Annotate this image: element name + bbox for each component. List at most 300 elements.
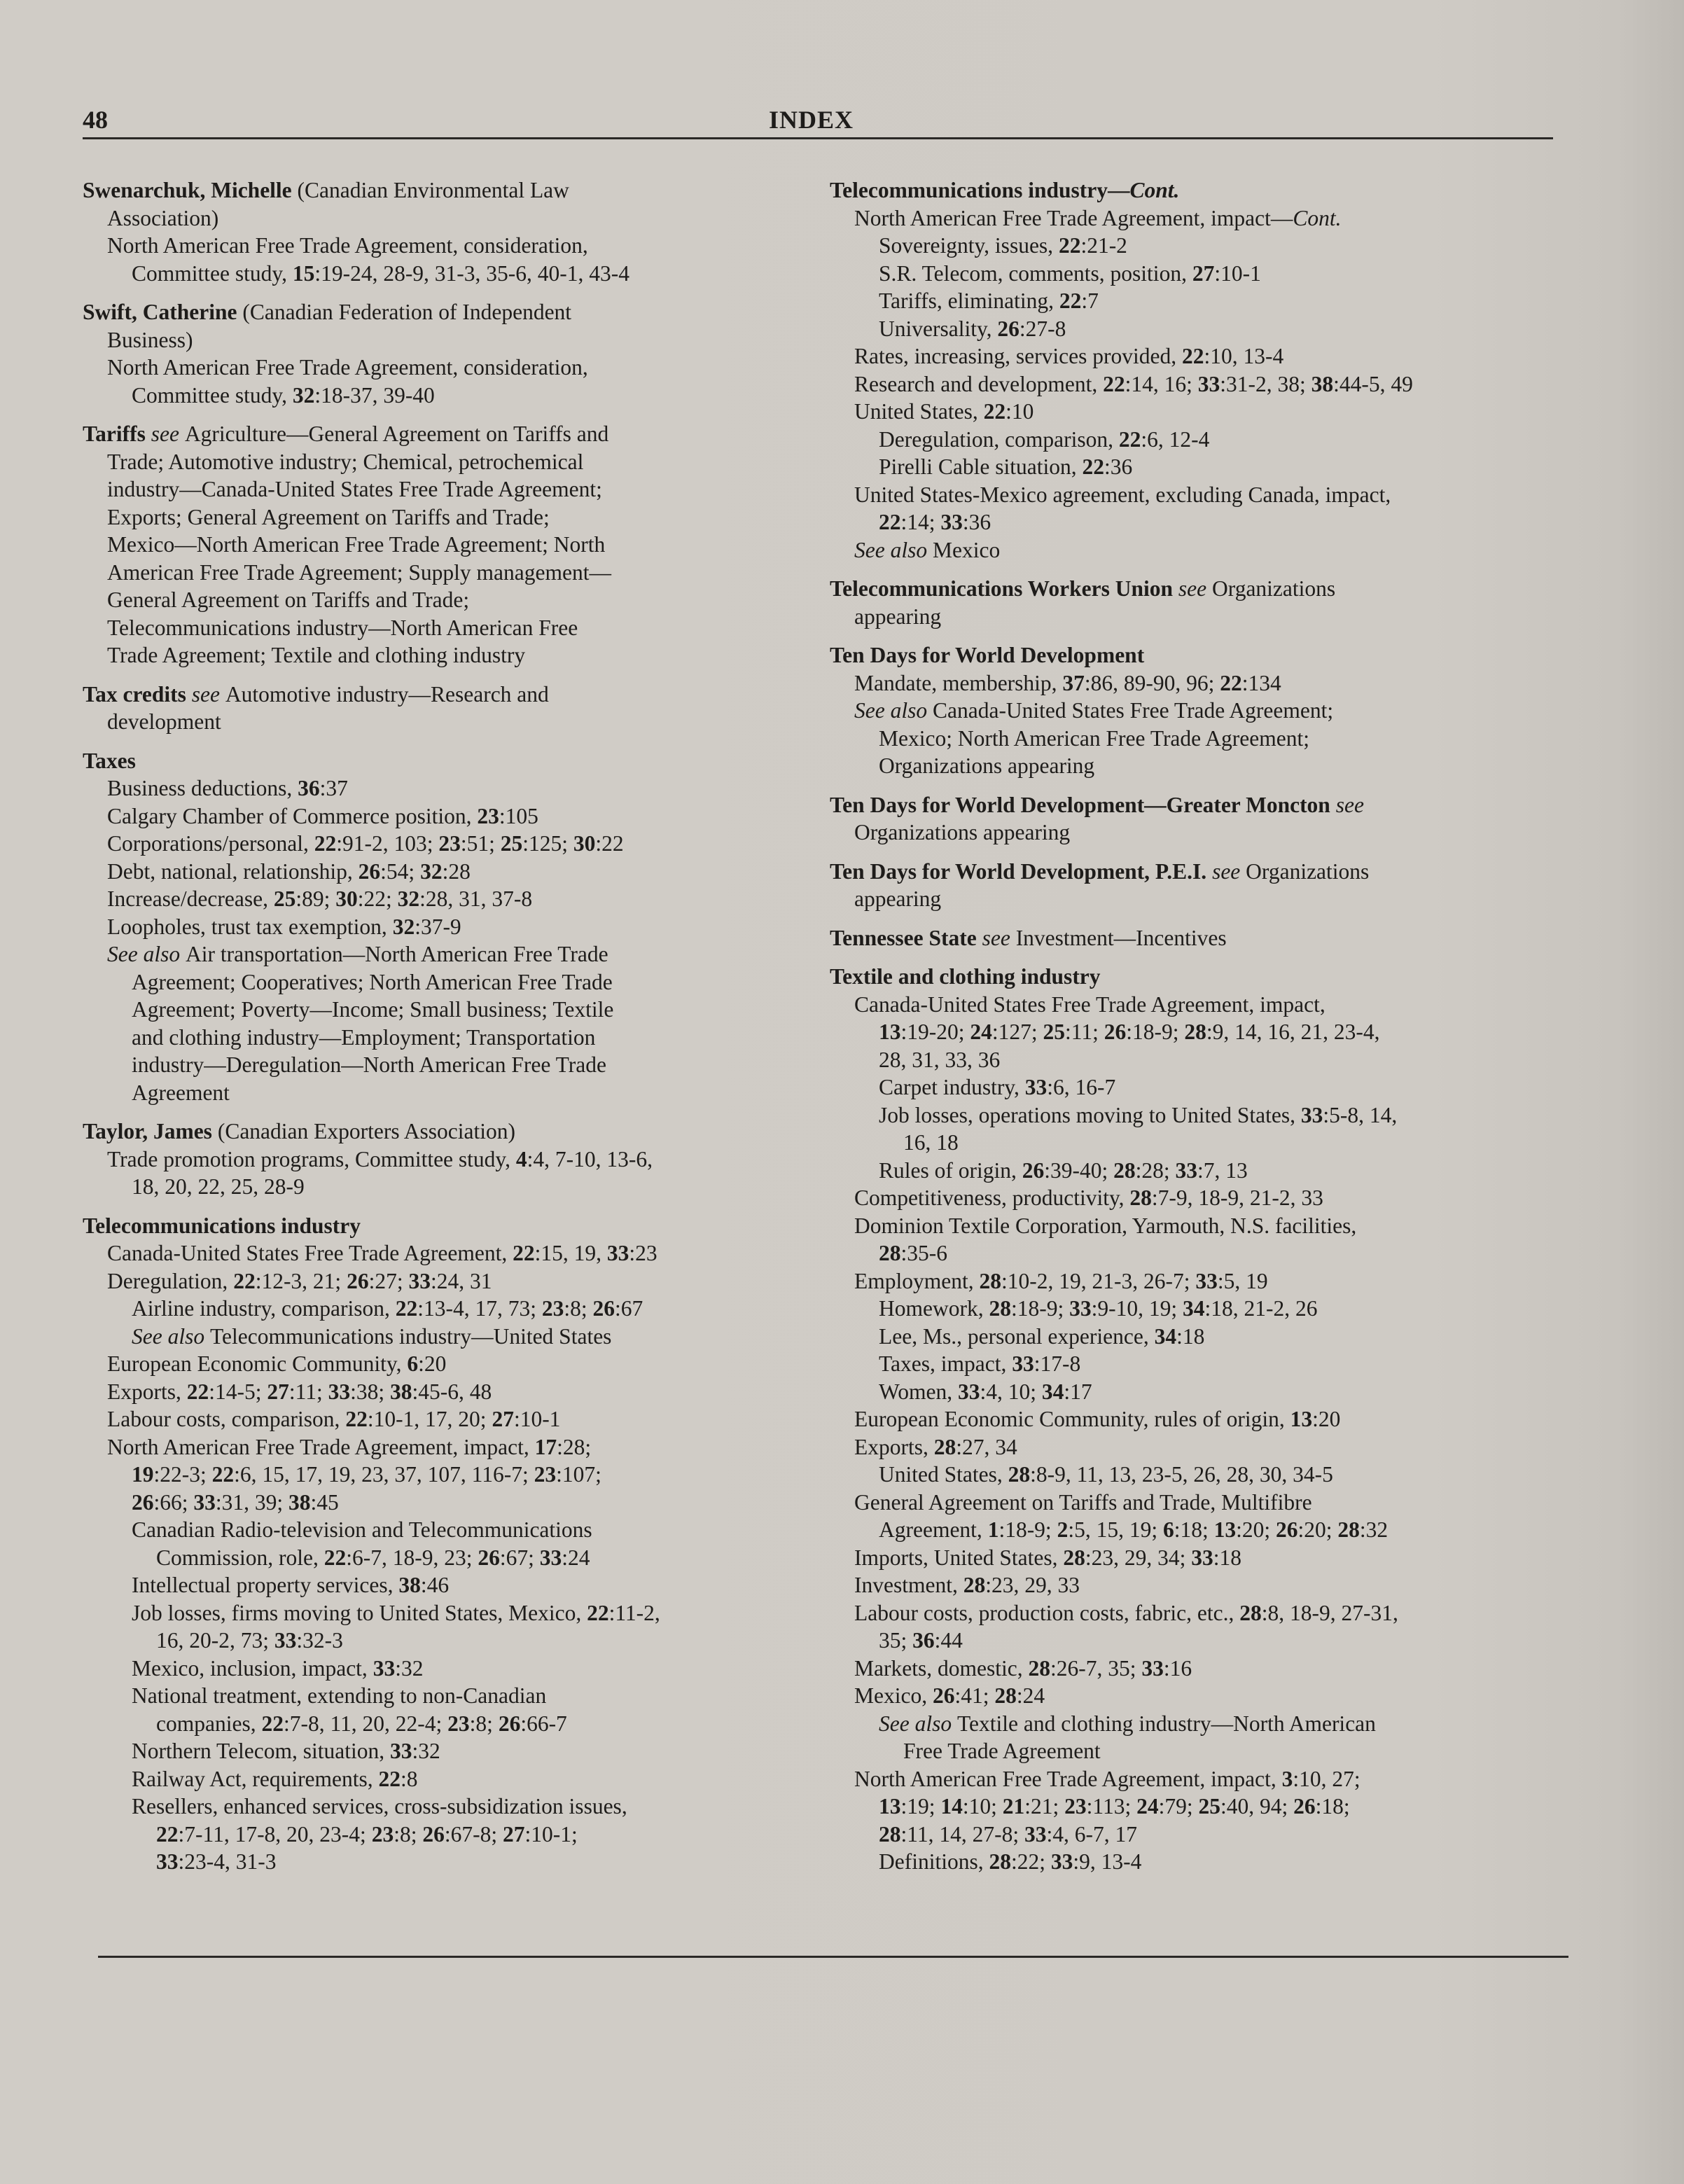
text: Job losses, firms moving to United States, Mexico, (132, 1600, 587, 1625)
text: Taxes, impact, (879, 1351, 1013, 1376)
bold-text: 17 (534, 1434, 557, 1459)
index-entry (83, 298, 811, 409)
text: Sovereignty, issues, (879, 233, 1059, 258)
index-heading-line (83, 420, 811, 448)
bold-text: 33 (1195, 1268, 1218, 1293)
text: :11; (1065, 1020, 1104, 1044)
index-heading-line (830, 858, 1544, 886)
text: :10-2, 19, 21-3, 26-7; (1001, 1268, 1196, 1293)
bold-text: 13 (1213, 1517, 1237, 1542)
index-subentry-line (83, 708, 811, 736)
index-subentry-line (830, 1129, 1544, 1157)
bold-text: 33 (957, 1379, 980, 1404)
bold-text: 22 (983, 399, 1006, 424)
index-subentry-line (83, 1051, 811, 1079)
bold-text: 28 (979, 1268, 1001, 1293)
index-subentry-line (830, 204, 1544, 232)
text: Railway Act, requirements, (132, 1766, 379, 1791)
text: Homework, (879, 1296, 989, 1321)
text: :21; (1024, 1794, 1065, 1818)
bold-text: 13 (1290, 1407, 1313, 1431)
text: :32-3 (296, 1628, 343, 1653)
text: :18-9; (998, 1517, 1057, 1542)
text: Increase/decrease, (107, 886, 274, 911)
text: :9-10, 19; (1091, 1296, 1183, 1321)
text: :32 (1359, 1517, 1389, 1542)
bold-text: 26 (358, 858, 381, 884)
text: :10-1, 17, 20; (367, 1407, 492, 1431)
index-subentry-line (830, 1737, 1544, 1765)
bold-text: 33 (1024, 1821, 1047, 1846)
text: :13-4, 17, 73; (417, 1296, 542, 1321)
text: :86, 89-90, 96; (1084, 670, 1220, 695)
text: Mexico, inclusion, impact, (132, 1655, 373, 1681)
bold-text: 22 (186, 1379, 209, 1404)
text: companies, (156, 1711, 262, 1736)
text: General Agreement on Tariffs and Trade; (107, 587, 470, 612)
bold-text: 26 (592, 1296, 615, 1321)
text: :8; (394, 1821, 423, 1846)
bold-text: 33 (328, 1379, 351, 1404)
text: United States, (854, 399, 984, 424)
text: Competitiveness, productivity, (854, 1185, 1130, 1210)
index-subentry-line (83, 1571, 811, 1599)
bold-text: 33 (1012, 1351, 1034, 1376)
index-subentry-line (830, 481, 1544, 509)
index-subentry-line (830, 1461, 1544, 1489)
bold-text: 26 (997, 316, 1020, 341)
page-header (83, 105, 1553, 140)
bold-text: 28 (879, 1241, 901, 1265)
bold-text: 22 (1181, 344, 1204, 368)
index-subentry-line (830, 752, 1544, 780)
text: Textile and clothing industry—North American (956, 1711, 1376, 1736)
bold-text: Telecommunications Workers Union (830, 576, 1174, 601)
text: :6-7, 18-9, 23; (346, 1545, 478, 1570)
bold-text: 30 (335, 886, 358, 911)
index-subentry-line (83, 326, 811, 354)
text: :11, 14, 27-8; (900, 1821, 1024, 1846)
italic-text: see (1206, 858, 1246, 884)
index-subentry-line (830, 1212, 1544, 1240)
text: :37 (319, 776, 348, 800)
text: Organizations (1246, 858, 1370, 884)
index-subentry-line (83, 1793, 811, 1821)
bold-text: 28 (963, 1573, 986, 1597)
text: :18-37, 39-40 (314, 382, 435, 408)
index-subentry-line (83, 1433, 811, 1461)
text: :10, 27; (1293, 1766, 1361, 1791)
index-subentry-line (83, 913, 811, 941)
index-subentry-line (83, 204, 811, 232)
text: 16, 20-2, 73; (156, 1628, 274, 1653)
bold-text: 1 (987, 1517, 999, 1542)
text: Universality, (879, 316, 998, 341)
text: Deregulation, (107, 1268, 234, 1293)
bold-text: 22 (261, 1711, 284, 1736)
bold-text: Tennessee State (830, 925, 977, 950)
text: :38; (350, 1379, 390, 1404)
index-heading-line (830, 791, 1544, 819)
italic-text: see (145, 422, 185, 446)
index-entry (830, 791, 1544, 847)
index-subentry-line (830, 991, 1544, 1019)
text: (Canadian Environmental Law (291, 178, 569, 202)
index-subentry-line (830, 1323, 1544, 1351)
text: :24 (562, 1545, 590, 1570)
index-entry (830, 575, 1544, 630)
bold-text: 34 (1182, 1296, 1205, 1321)
text: :51; (460, 831, 501, 856)
bold-text: 28 (989, 1296, 1011, 1321)
bold-text: 13 (879, 1794, 901, 1818)
index-subentry-line (830, 603, 1544, 631)
index-subentry-line (830, 1405, 1544, 1433)
text: :4, 10; (980, 1379, 1042, 1404)
bold-text: 26 (422, 1821, 445, 1846)
text: Exports; General Agreement on Tariffs and Trade; (107, 504, 550, 529)
bold-text: 33 (373, 1655, 396, 1681)
bold-text: 36 (298, 776, 320, 800)
text: :14-5; (209, 1379, 267, 1404)
index-subentry-line (830, 1710, 1544, 1738)
bold-text: 33 (408, 1268, 431, 1293)
index-subentry-line (83, 232, 811, 260)
text: :10; (962, 1794, 1003, 1818)
bold-text: 6 (1162, 1517, 1174, 1542)
text: Lee, Ms., personal experience, (879, 1323, 1155, 1349)
bold-text: 28 (1239, 1600, 1262, 1625)
text: Mexico; North American Free Trade Agreement; (879, 725, 1309, 751)
text: :23, 29, 34; (1085, 1545, 1192, 1570)
italic-text: see (1330, 792, 1364, 817)
text: :8; (469, 1711, 499, 1736)
text: :7 (1081, 288, 1099, 313)
text: :9, 13-4 (1073, 1849, 1142, 1874)
bold-text: 22 (1220, 670, 1242, 695)
text: :36 (1104, 454, 1133, 479)
text: :27-8 (1019, 316, 1066, 341)
index-subentry-line (830, 1848, 1544, 1876)
bold-text: 28 (1063, 1545, 1085, 1570)
text: Corporations/personal, (107, 831, 314, 856)
text: North American Free Trade Agreement, consideration, (107, 233, 588, 258)
text: :36 (962, 510, 991, 534)
text: :44 (934, 1628, 963, 1653)
index-subentry-line (830, 342, 1544, 370)
text: :10, 13-4 (1204, 344, 1284, 368)
index-entry (83, 420, 811, 669)
text: North American Free Trade Agreement, impact, (854, 1766, 1282, 1791)
index-entry (83, 1212, 811, 1876)
text: :22 (595, 831, 624, 856)
index-heading-line (830, 575, 1544, 603)
bold-text: 23 (438, 831, 461, 856)
bold-text: Ten Days for World Development (830, 643, 1145, 667)
text: American Free Trade Agreement; Supply management— (107, 559, 611, 585)
bold-text: Cont. (1129, 178, 1180, 202)
index-subentry-line (83, 968, 811, 996)
text: :6, 12-4 (1141, 426, 1210, 452)
bold-text: Telecommunications industry— (830, 178, 1130, 202)
bold-text: 33 (274, 1628, 297, 1653)
index-subentry-line (83, 1378, 811, 1406)
text: :12-3, 21; (255, 1268, 347, 1293)
text: :67-8; (444, 1821, 503, 1846)
text: Calgary Chamber of Commerce position, (107, 803, 478, 828)
text: :20; (1236, 1517, 1276, 1542)
index-subentry-line (830, 1793, 1544, 1821)
text: :7-8, 11, 20, 22-4; (283, 1711, 448, 1736)
index-subentry-line (830, 1433, 1544, 1461)
italic-text: Cont. (1293, 205, 1342, 230)
bold-text: 22 (879, 510, 901, 534)
text: :22-3; (153, 1462, 212, 1487)
index-subentry-line (830, 1682, 1544, 1710)
text: Investment, (854, 1573, 963, 1597)
text: Free Trade Agreement (903, 1739, 1101, 1763)
bold-text: 38 (288, 1489, 311, 1515)
index-entry (830, 641, 1544, 780)
text: Trade Agreement; Textile and clothing industry (107, 643, 526, 667)
bold-text: 22 (378, 1766, 401, 1791)
text: :20 (418, 1351, 447, 1376)
index-subentry-line (830, 315, 1544, 343)
text: :91-2, 103; (336, 831, 439, 856)
bold-text: 24 (970, 1020, 992, 1044)
index-subentry-line (830, 1516, 1544, 1544)
italic-text: See also (879, 1711, 957, 1736)
text: :32 (412, 1739, 440, 1763)
text: appearing (854, 604, 942, 629)
index-subentry-line (83, 559, 811, 587)
text: Employment, (854, 1268, 980, 1293)
index-subentry-line (83, 503, 811, 531)
text: :107; (556, 1462, 601, 1487)
index-subentry-line (83, 1737, 811, 1765)
index-subentry-line (830, 260, 1544, 288)
index-subentry-line (83, 1267, 811, 1295)
text: :7-9, 18-9, 21-2, 33 (1151, 1185, 1323, 1210)
text: :18-9; (1010, 1296, 1070, 1321)
text: North American Free Trade Agreement, impact— (854, 205, 1293, 230)
bold-text: 24 (1136, 1794, 1159, 1818)
text: :45 (310, 1489, 339, 1515)
bold-text: 32 (420, 858, 443, 884)
index-subentry-line (830, 1295, 1544, 1323)
header-rule (83, 137, 1553, 139)
italic-text: See also (854, 537, 933, 562)
text: Labour costs, comparison, (107, 1407, 346, 1431)
index-subentry-line (83, 382, 811, 410)
index-subentry-line (83, 260, 811, 288)
text: :44-5, 49 (1333, 371, 1413, 396)
text: :10 (1005, 399, 1034, 424)
index-subentry-line (83, 1848, 811, 1876)
index-subentry-line (83, 1599, 811, 1627)
text: Agreement; Poverty—Income; Small business; Textile (132, 997, 614, 1022)
italic-text: see (976, 925, 1016, 950)
index-subentry-line (83, 1173, 811, 1201)
text: Loopholes, trust tax exemption, (107, 914, 393, 939)
text: Rates, increasing, services provided, (854, 344, 1182, 368)
index-subentry-line (83, 448, 811, 476)
text: :19-20; (900, 1020, 970, 1044)
bold-text: Tax credits (83, 681, 186, 707)
index-subentry-line (83, 1239, 811, 1267)
text: :39-40; (1044, 1157, 1114, 1183)
index-subentry-line (83, 1655, 811, 1683)
text: :8; (564, 1296, 593, 1321)
text: Deregulation, comparison, (879, 426, 1119, 452)
text: :8-9, 11, 13, 23-5, 26, 28, 30, 34-5 (1030, 1462, 1333, 1487)
text: Definitions, (879, 1849, 989, 1874)
text: :79; (1158, 1794, 1199, 1818)
index-subentry-line (83, 1146, 811, 1174)
bold-text: 22 (1118, 426, 1141, 452)
bold-text: 22 (323, 1545, 347, 1570)
index-subentry-line (83, 354, 811, 382)
bold-text: 27 (267, 1379, 289, 1404)
text: Research and development, (854, 371, 1104, 396)
text: Organizations (1212, 576, 1336, 601)
index-subentry-line (830, 232, 1544, 260)
bold-text: 26 (1275, 1517, 1298, 1542)
text: :11; (288, 1379, 328, 1404)
text: 16, 18 (903, 1130, 959, 1155)
text: Committee study, (132, 260, 293, 286)
text: :14; (900, 510, 941, 534)
text: Airline industry, comparison, (132, 1296, 396, 1321)
text: North American Free Trade Agreement, impact, (107, 1434, 535, 1459)
text: :4, 6-7, 17 (1046, 1821, 1137, 1846)
bold-text: 33 (1191, 1545, 1213, 1570)
index-subentry-line (830, 1627, 1544, 1655)
index-subentry-line (83, 1405, 811, 1433)
bold-text: 32 (392, 914, 415, 939)
bold-text: 28 (1184, 1020, 1206, 1044)
bold-text: 23 (541, 1296, 564, 1321)
index-subentry-line (830, 1378, 1544, 1406)
text: :125; (522, 831, 573, 856)
index-heading-line (830, 924, 1544, 952)
index-subentry-line (83, 774, 811, 802)
bold-text: 26 (498, 1711, 521, 1736)
bold-text: 26 (932, 1683, 955, 1708)
bold-text: 25 (1198, 1794, 1221, 1818)
index-entry (83, 681, 811, 736)
text: Air transportation—North American Free Trade (185, 942, 608, 966)
running-title: INDEX (769, 106, 854, 134)
text: Carpet industry, (879, 1075, 1025, 1099)
text: :28, 31, 37-8 (419, 886, 533, 911)
text: Telecommunications industry—United States (209, 1323, 612, 1349)
text: Association) (107, 205, 219, 230)
bold-text: 26 (1104, 1020, 1127, 1044)
italic-text: see (1173, 576, 1213, 601)
bold-text: 33 (193, 1489, 216, 1515)
bold-text: 33 (1175, 1157, 1198, 1183)
text: :22; (1011, 1849, 1051, 1874)
index-subentry-line (83, 1489, 811, 1517)
bold-text: 33 (1069, 1296, 1092, 1321)
text: :40, 94; (1220, 1794, 1294, 1818)
text: 35; (879, 1628, 913, 1653)
index-subentry-line (83, 830, 811, 858)
text: Committee study, (132, 382, 293, 408)
text: Commission, role, (156, 1545, 324, 1570)
index-subentry-line (830, 1821, 1544, 1849)
text: Intellectual property services, (132, 1573, 399, 1597)
bold-text: 14 (940, 1794, 963, 1818)
text: :28; (557, 1434, 592, 1459)
text: :15, 19, (534, 1241, 607, 1265)
bold-text: 26 (1022, 1157, 1045, 1183)
text: Canada-United States Free Trade Agreement, (107, 1241, 513, 1265)
bold-text: 27 (492, 1407, 514, 1431)
text: Automotive industry—Research and (225, 681, 549, 707)
text: appearing (854, 886, 942, 911)
index-subentry-line (83, 1710, 811, 1738)
bold-text: 33 (606, 1241, 629, 1265)
text: North American Free Trade Agreement, consideration, (107, 355, 588, 380)
text: National treatment, extending to non-Canadian (132, 1683, 547, 1708)
index-heading-line (830, 963, 1544, 991)
bold-text: 22 (1059, 288, 1082, 313)
bold-text: Tariffs (83, 422, 146, 446)
bold-text: 25 (1043, 1020, 1066, 1044)
bold-text: 22 (513, 1241, 535, 1265)
text: :54; (380, 858, 421, 884)
text: Women, (879, 1379, 958, 1404)
bold-text: 28 (933, 1434, 956, 1459)
index-subentry-line (83, 586, 811, 614)
index-subentry-line (830, 1101, 1544, 1129)
text: Rules of origin, (879, 1157, 1022, 1183)
bold-text: 28 (1337, 1517, 1360, 1542)
index-heading-line (83, 298, 811, 326)
index-subentry-line (830, 1046, 1544, 1074)
text: :37-9 (415, 914, 461, 939)
bold-text: 26 (478, 1545, 500, 1570)
text: :67 (615, 1296, 643, 1321)
bold-text: 33 (156, 1849, 179, 1874)
bold-text: 22 (1058, 233, 1081, 258)
index-subentry-line (83, 1323, 811, 1351)
text: Organizations appearing (854, 820, 1071, 844)
bold-text: 23 (447, 1711, 470, 1736)
index-subentry-line (83, 1350, 811, 1378)
text: Investment—Incentives (1015, 925, 1227, 950)
bold-text: 34 (1154, 1323, 1177, 1349)
bold-text: 32 (397, 886, 420, 911)
index-subentry-line (830, 725, 1544, 753)
bold-text: 27 (502, 1821, 525, 1846)
bold-text: Ten Days for World Development—Greater Moncton (830, 792, 1330, 817)
text: 28, 31, 33, 36 (879, 1047, 1001, 1072)
text: :6, 15, 17, 19, 23, 37, 107, 116-7; (234, 1462, 534, 1487)
bold-text: 33 (1197, 371, 1220, 396)
text: :28 (442, 858, 471, 884)
index-subentry-line (830, 508, 1544, 536)
bold-text: 28 (1008, 1462, 1031, 1487)
text: :31, 39; (215, 1489, 289, 1515)
bold-text: 25 (500, 831, 523, 856)
index-subentry-line (830, 1544, 1544, 1572)
index-subentry-line (830, 398, 1544, 426)
text: Canadian Radio-television and Telecommunications (132, 1517, 592, 1542)
bold-text: 33 (940, 510, 963, 534)
